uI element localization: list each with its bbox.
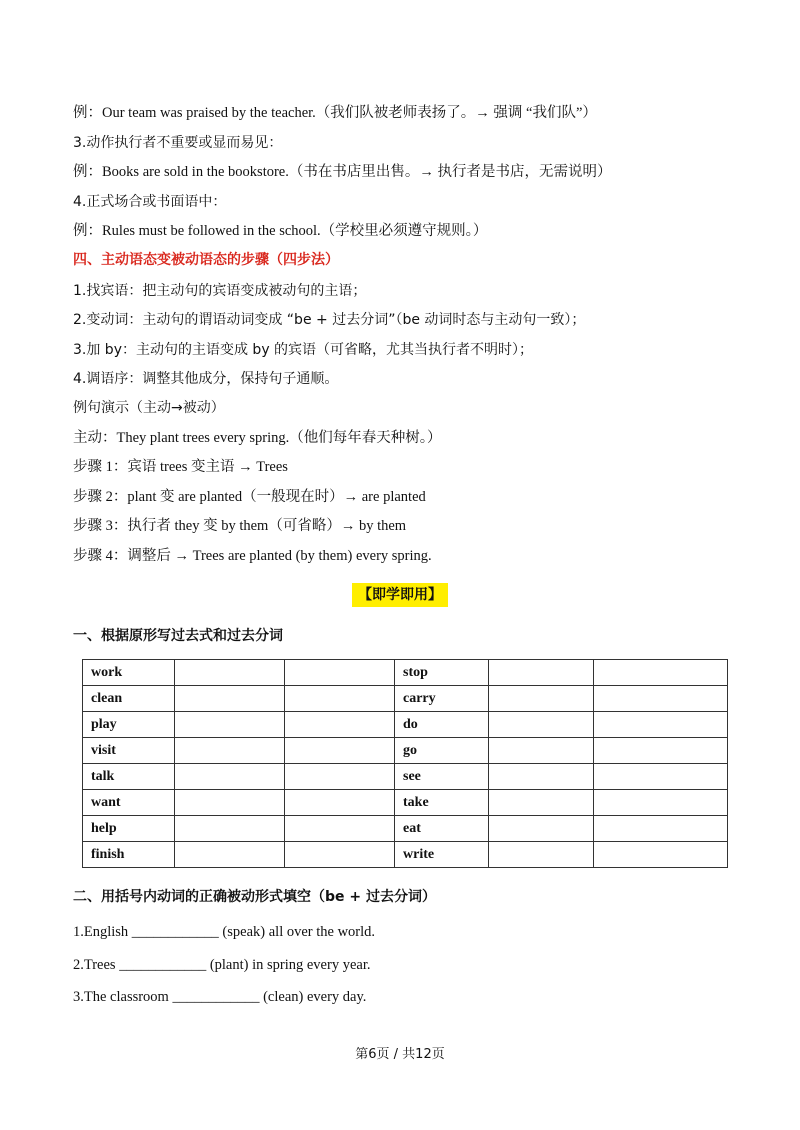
demo-step-2: 步骤 2：plant 变 are planted（一般现在时）→ are planted [73,489,426,505]
verb-cell: write [395,842,489,868]
verb-cell: see [395,764,489,790]
past-tense-answer-cell[interactable] [175,738,285,764]
past-tense-answer-cell[interactable] [175,712,285,738]
table-row [83,686,728,712]
verb-cell: do [395,712,489,738]
past-participle-answer-cell[interactable] [594,764,728,790]
table-row [83,660,728,686]
demo-title: 例句演示（主动→被动） [73,400,225,416]
example-line-rules: 例：Rules must be followed in the school.（学校里必须遵守规则。） [73,223,488,239]
past-participle-answer-cell[interactable] [594,686,728,712]
past-tense-answer-cell[interactable] [489,686,594,712]
past-tense-answer-cell[interactable] [489,764,594,790]
past-participle-answer-cell[interactable] [285,816,395,842]
past-participle-answer-cell[interactable] [285,712,395,738]
verb-cell: carry [395,686,489,712]
past-tense-answer-cell[interactable] [175,764,285,790]
exercise-2-item-2: 2.Trees ____________ (plant) in spring every year. [73,957,371,973]
exercise-2-item-3: 3.The classroom ____________ (clean) every day. [73,989,367,1005]
verb-cell: finish [83,842,175,868]
past-tense-answer-cell[interactable] [489,738,594,764]
verb-cell: clean [83,686,175,712]
past-participle-answer-cell[interactable] [285,686,395,712]
verb-cell: go [395,738,489,764]
table-row [83,712,728,738]
past-participle-answer-cell[interactable] [594,816,728,842]
verb-forms-table [82,659,728,868]
verb-cell: take [395,790,489,816]
verb-cell: visit [83,738,175,764]
example-line-praised: 例：Our team was praised by the teacher.（我们队被老师表扬了。→ 强调 “我们队”） [73,105,597,121]
practice-banner: 【即学即用】 [352,583,448,607]
verb-cell: play [83,712,175,738]
step-rule-1: 1.找宾语：把主动句的宾语变成被动句的主语； [73,283,367,299]
past-tense-answer-cell[interactable] [489,816,594,842]
step-rule-2: 2.变动词：主动句的谓语动词变成 “be + 过去分词”（be 动词时态与主动句一致）； [73,312,586,328]
past-participle-answer-cell[interactable] [594,842,728,868]
past-participle-answer-cell[interactable] [594,660,728,686]
past-participle-answer-cell[interactable] [285,790,395,816]
verb-cell: help [83,816,175,842]
past-tense-answer-cell[interactable] [489,842,594,868]
exercise-2-item-1: 1.English ____________ (speak) all over the world. [73,924,376,940]
exercise-2-heading: 二、用括号内动词的正确被动形式填空（be + 过去分词） [73,889,436,905]
point-3-line: 3.动作执行者不重要或显而易见： [73,135,283,151]
verb-cell: want [83,790,175,816]
past-tense-answer-cell[interactable] [489,790,594,816]
past-participle-answer-cell[interactable] [285,738,395,764]
step-rule-4: 4.调语序：调整其他成分，保持句子通顺。 [73,371,339,387]
table-row [83,842,728,868]
past-tense-answer-cell[interactable] [175,816,285,842]
example-line-books: 例：Books are sold in the bookstore.（书在书店里出售。→ 执行者是书店，无需说明） [73,164,612,180]
exercise-1-heading: 一、根据原形写过去式和过去分词 [73,628,283,644]
past-participle-answer-cell[interactable] [594,738,728,764]
demo-step-3: 步骤 3：执行者 they 变 by them（可省略）→ by them [73,518,407,534]
past-tense-answer-cell[interactable] [489,712,594,738]
table-row [83,816,728,842]
past-participle-answer-cell[interactable] [594,790,728,816]
step-rule-3: 3.加 by：主动句的主语变成 by 的宾语（可省略，尤其当执行者不明时）； [73,342,534,358]
past-participle-answer-cell[interactable] [285,842,395,868]
table-row [83,738,728,764]
page-footer: 第6页 / 共12页 [355,1047,445,1062]
verb-cell: eat [395,816,489,842]
demo-step-4: 步骤 4：调整后 → Trees are planted (by them) every spring. [73,548,432,564]
past-tense-answer-cell[interactable] [175,842,285,868]
point-4-line: 4.正式场合或书面语中： [73,194,227,210]
past-participle-answer-cell[interactable] [285,764,395,790]
section-4-heading: 四、主动语态变被动语态的步骤（四步法） [73,252,339,268]
verb-cell: talk [83,764,175,790]
table-row [83,764,728,790]
verb-cell: work [83,660,175,686]
past-participle-answer-cell[interactable] [594,712,728,738]
past-tense-answer-cell[interactable] [175,790,285,816]
past-tense-answer-cell[interactable] [175,660,285,686]
past-participle-answer-cell[interactable] [285,660,395,686]
past-tense-answer-cell[interactable] [489,660,594,686]
verb-cell: stop [395,660,489,686]
demo-step-1: 步骤 1：宾语 trees 变主语 → Trees [73,459,288,475]
table-row [83,790,728,816]
demo-active-sentence: 主动：They plant trees every spring.（他们每年春天种树。） [73,430,442,446]
past-tense-answer-cell[interactable] [175,686,285,712]
